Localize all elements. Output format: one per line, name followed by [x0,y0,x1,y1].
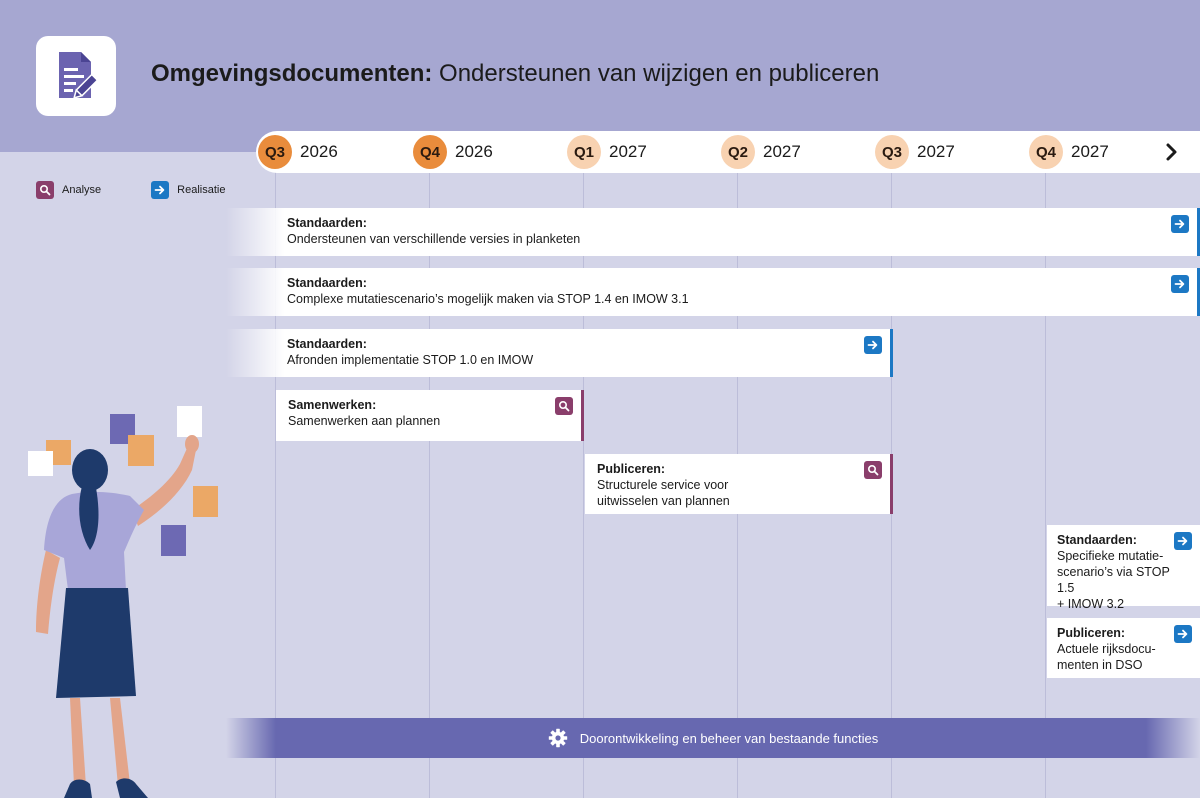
arrow-right-icon [1171,215,1189,233]
maintenance-bar-label: Doorontwikkeling en beheer van bestaande functies [579,730,879,746]
quarter-year: 2026 [455,142,493,161]
sticky-note [193,486,218,517]
card-text: Ondersteunen van verschillende versies in planketen [287,232,581,246]
woman-with-sticky-notes-illustration [20,400,230,798]
legend-item-realisation [151,181,225,199]
document-pen-icon [51,50,101,102]
maintenance-bar[interactable] [226,718,1200,758]
quarter-badge: Q4 [1029,135,1063,169]
page-title-bold: Omgevingsdocumenten: [151,60,433,87]
page-title [151,58,879,90]
page-title-rest: Ondersteunen van wijzigen en publiceren [432,60,880,87]
card-text-line: menten in DSO [1057,658,1143,672]
magnifier-icon [555,397,573,415]
chevron-right-icon[interactable] [1160,140,1184,164]
quarter-year: 2027 [1071,142,1109,161]
roadmap-card[interactable] [226,329,893,377]
card-text-line: uitwisselen van plannen [597,494,730,508]
roadmap-card[interactable] [1047,618,1200,678]
card-text-line: Actuele rijksdocu- [1057,642,1156,656]
roadmap-card[interactable] [1047,525,1200,611]
arrow-right-icon [151,181,169,199]
quarter-badge: Q4 [413,135,447,169]
quarter-q3-2026 [258,134,338,170]
sticky-note [161,525,186,556]
card-title: Standaarden: [287,276,367,290]
magnifier-icon [864,461,882,479]
quarter-q4-2026 [413,134,493,170]
legend-label-analysis: Analyse [62,184,102,196]
quarter-badge: Q1 [567,135,601,169]
quarter-badge: Q3 [258,135,292,169]
card-text-line: Specifieke mutatie- [1057,549,1164,563]
arrow-right-icon [1174,625,1192,643]
card-title: Standaarden: [287,216,367,230]
magnifier-icon [36,181,54,199]
arrow-right-icon [1174,532,1192,550]
sticky-note [177,406,202,437]
legend-label-realisation: Realisatie [177,184,226,196]
roadmap-card[interactable] [276,390,584,441]
sticky-note [28,451,53,476]
arrow-right-icon [1171,275,1189,293]
card-title: Standaarden: [287,337,367,351]
legend [36,181,275,199]
gear-icon [548,728,568,748]
quarter-year: 2027 [917,142,955,161]
card-title: Publiceren: [597,462,666,476]
quarter-badge: Q3 [875,135,909,169]
sticky-note [128,435,154,466]
card-text: Samenwerken aan plannen [288,414,441,428]
card-text-line: Structurele service voor [597,478,729,492]
card-title: Samenwerken: [288,398,377,412]
legend-item-analysis [36,181,101,199]
card-text-line: scenario’s via STOP 1.5 [1057,565,1170,595]
quarter-q1-2027 [567,134,647,170]
quarter-year: 2026 [300,142,338,161]
quarter-q4-2027 [1029,134,1109,170]
card-text-line: + IMOW 3.2 [1057,597,1125,611]
card-title: Publiceren: [1057,626,1126,640]
roadmap-card[interactable] [226,268,1200,316]
quarter-q3-2027 [875,134,955,170]
quarter-q2-2027 [721,134,801,170]
arrow-right-icon [864,336,882,354]
card-text: Afronden implementatie STOP 1.0 en IMOW [287,353,534,367]
card-title: Standaarden: [1057,533,1137,547]
roadmap-card[interactable] [226,208,1200,256]
quarter-badge: Q2 [721,135,755,169]
quarter-year: 2027 [609,142,647,161]
roadmap-card[interactable] [585,454,893,514]
logo-tile [36,36,116,116]
card-text: Complexe mutatiescenario’s mogelijk maken via STOP 1.4 en IMOW 3.1 [287,292,689,306]
quarter-year: 2027 [763,142,801,161]
